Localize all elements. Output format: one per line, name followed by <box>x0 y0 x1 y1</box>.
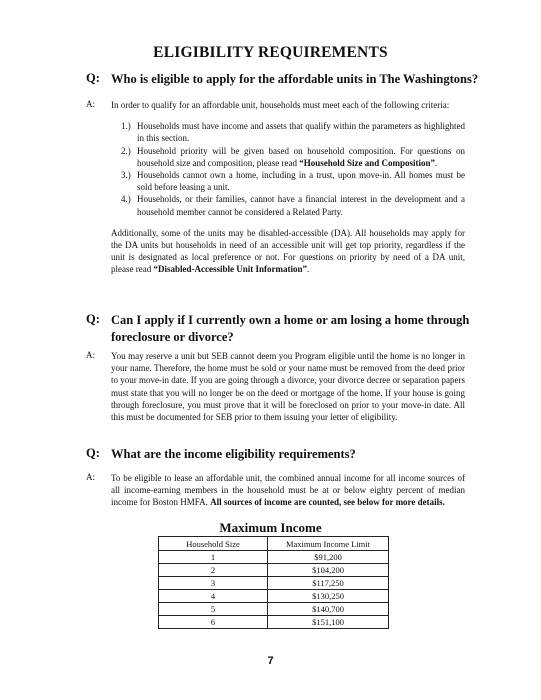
answer-marker: A: <box>86 350 95 360</box>
criteria-item <box>121 169 465 193</box>
criteria-number: 2.) <box>121 145 131 156</box>
criteria-text: Household priority will be given based on household composition. For questions on household size and composition, please read <box>137 145 465 168</box>
question-1: Who is eligible to apply for the affordable units in The Washingtons? <box>111 72 479 86</box>
answer-1-closing <box>111 227 465 276</box>
income-limit-cell: $104,200 <box>268 564 389 577</box>
household-size-cell: 6 <box>159 616 268 629</box>
table-row <box>159 603 389 616</box>
closing-punct: . <box>306 264 310 275</box>
household-size-cell: 4 <box>159 590 268 603</box>
household-size-cell: 3 <box>159 577 268 590</box>
table-row <box>159 590 389 603</box>
household-size-cell: 5 <box>159 603 268 616</box>
question-marker: Q: <box>86 446 100 460</box>
answer-3-note: All sources of income are counted, see below for more details. <box>210 497 445 508</box>
table-row <box>159 616 389 629</box>
income-limit-cell: $130,250 <box>268 590 389 603</box>
closing-reference: “Disabled-Accessible Unit Information” <box>153 264 307 275</box>
column-header: Maximum Income Limit <box>268 537 389 551</box>
criteria-text: Households cannot own a home, including in a trust, upon move-in. All homes must be sold before leasing a unit. <box>137 170 465 193</box>
criteria-item <box>121 193 465 217</box>
question-marker: Q: <box>86 71 100 85</box>
criteria-reference: “Household Size and Composition” <box>299 157 435 168</box>
answer-2-text: You may reserve a unit but SEB cannot deem you Program eligible until the home is no longer in your name. Therefore, the home must be sold or your name must be removed from the deed prior to your move-in date. If you are going through a divorce, your divorce decree or separation papers must state that you will no longer be on the deed or mortgage of the home. If your house is going through foreclosure, you must prove that it will be foreclosed on prior to your move-in date. All this must be documented for SEB prior to them issuing your letter of eligibility. <box>111 351 465 423</box>
criteria-number: 3.) <box>121 170 131 181</box>
criteria-text: Households must have income and assets that qualify within the parameters as highlighted in this section. <box>137 121 465 144</box>
answer-marker: A: <box>86 472 95 482</box>
question-3: What are the income eligibility requirements? <box>111 447 356 461</box>
income-limit-cell: $117,250 <box>268 577 389 590</box>
criteria-item <box>121 145 465 169</box>
criteria-item <box>121 120 465 144</box>
page-number: 7 <box>267 655 274 667</box>
page-title: ELIGIBILITY REQUIREMENTS <box>153 44 388 61</box>
income-table-title: Maximum Income <box>219 520 322 535</box>
criteria-number: 4.) <box>121 194 131 205</box>
answer-3-body: To be eligible to lease an affordable unit, the combined annual income for all income sources of all income-earning members in the household must be at or below eighty percent of median income for Boston HMFA. <box>111 473 465 508</box>
answer-1 <box>111 99 465 285</box>
criteria-text: Households, or their families, cannot have a financial interest in the development and a household member cannot be considered a Related Party. <box>137 194 465 217</box>
answer-3-text <box>111 472 465 509</box>
criteria-list <box>111 120 465 218</box>
household-size-cell: 1 <box>159 551 268 564</box>
criteria-number: 1.) <box>121 121 131 132</box>
answer-marker: A: <box>86 99 95 109</box>
income-limit-cell: $151,100 <box>268 616 389 629</box>
question-marker: Q: <box>86 312 100 326</box>
table-row <box>159 551 389 564</box>
income-limit-cell: $91,200 <box>268 551 389 564</box>
answer-2 <box>111 350 465 432</box>
table-header-row <box>159 537 389 551</box>
answer-3 <box>111 472 465 518</box>
criteria-punct: . <box>435 157 438 168</box>
table-row <box>159 577 389 590</box>
closing-text: Additionally, some of the units may be disabled-accessible (DA). All households may apply for the DA units but households in need of an accessible unit will get top priority, regardless if the unit is designated as local preference or not. For questions on priority by need of a DA unit, please read <box>111 227 465 275</box>
household-size-cell: 2 <box>159 564 268 577</box>
table-row <box>159 564 389 577</box>
income-table <box>158 536 389 629</box>
question-2: Can I apply if I currently own a home or am losing a home through foreclosure or divorce? <box>111 313 470 344</box>
answer-1-intro: In order to qualify for an affordable unit, households must meet each of the following criteria: <box>111 100 450 110</box>
column-header: Household Size <box>159 537 268 551</box>
income-limit-cell: $140,700 <box>268 603 389 616</box>
